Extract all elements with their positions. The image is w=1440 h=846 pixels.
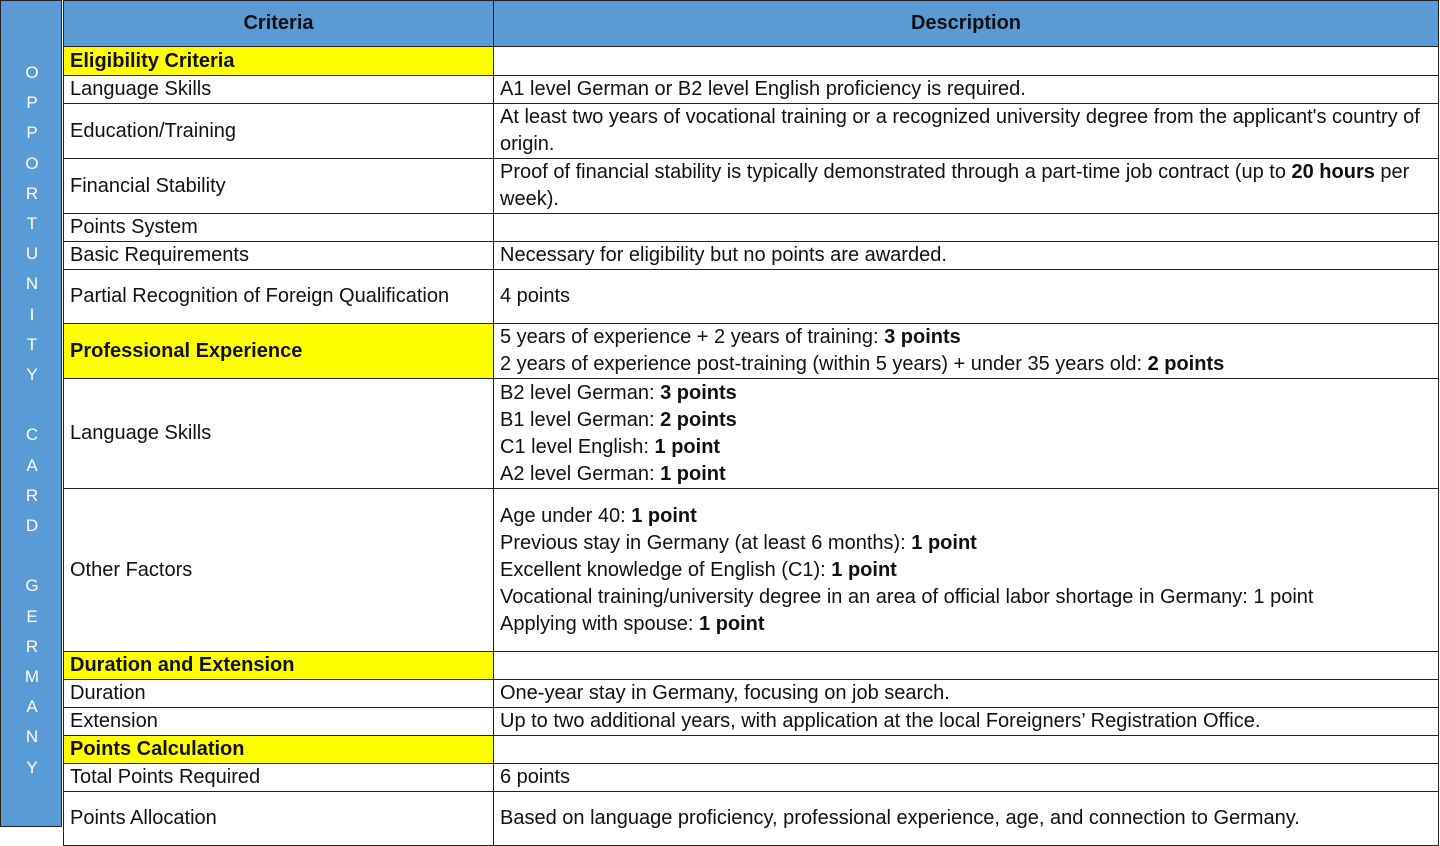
description-cell (494, 489, 1439, 652)
description-line (500, 530, 1432, 557)
points-value: 20 hours (1291, 161, 1375, 183)
description-line (500, 805, 1432, 832)
description-cell (494, 792, 1439, 846)
points-value: 2 points (1147, 353, 1225, 375)
description-line (500, 324, 1432, 351)
points-value: 3 points (660, 381, 737, 404)
description-text: C1 level English: (500, 435, 655, 458)
description-text: Necessary for eligibility but no points are awarded. (500, 244, 947, 266)
description-text: 4 points (500, 285, 571, 307)
criteria-cell: Language Skills (64, 76, 494, 104)
description-line (500, 680, 1432, 707)
table-row (64, 159, 1439, 214)
description-line (500, 351, 1432, 378)
description-cell (494, 159, 1439, 214)
table-row (64, 792, 1439, 846)
criteria-header: Criteria (64, 1, 494, 47)
description-cell (494, 47, 1439, 76)
table-row (64, 652, 1439, 680)
side-label-opportunity-card-germany (0, 0, 62, 827)
table-row (64, 379, 1439, 489)
table-row (64, 680, 1439, 708)
table-row (64, 214, 1439, 242)
criteria-cell: Other Factors (64, 489, 494, 652)
description-line (500, 104, 1432, 158)
description-line (500, 764, 1432, 791)
side-label-letter: E (26, 606, 38, 626)
side-label-letter: T (26, 214, 38, 233)
points-value: 1 point (911, 531, 977, 554)
section-heading-cell: Eligibility Criteria (64, 47, 494, 76)
side-label-letter: O (25, 63, 39, 82)
side-label-letter: A (26, 455, 38, 475)
points-value: 1 point (660, 462, 726, 485)
side-label-letter: Y (26, 365, 38, 384)
description-text: Vocational training/university degree in an area of official labor shortage in Germany: 1 point (500, 585, 1314, 608)
description-text: Excellent knowledge of English (C1): (500, 558, 832, 581)
description-line (500, 708, 1432, 735)
description-cell (494, 324, 1439, 379)
description-text: A2 level German: (500, 462, 661, 485)
description-line (500, 434, 1432, 461)
criteria-cell: Extension (64, 708, 494, 736)
description-text-after: per week). (500, 161, 1410, 210)
criteria-cell: Points Allocation (64, 792, 494, 846)
points-value: 3 points (884, 326, 961, 348)
side-label-letter: P (26, 123, 38, 143)
table-row (64, 104, 1439, 159)
criteria-cell: Points System (64, 214, 494, 242)
description-text: B2 level German: (500, 381, 661, 404)
description-text: Previous stay in Germany (at least 6 months): (500, 531, 912, 554)
description-text: 6 points (500, 766, 571, 788)
description-cell (494, 652, 1439, 680)
side-label-letter: O (25, 153, 39, 173)
side-label-letter: M (24, 667, 40, 686)
side-label-letter: U (25, 244, 39, 264)
description-cell (494, 708, 1439, 736)
description-text: 2 years of experience post-training (within 5 years) + under 35 years old: (500, 353, 1148, 375)
description-cell (494, 104, 1439, 159)
description-line (500, 584, 1432, 611)
description-line (500, 407, 1432, 434)
description-cell (494, 379, 1439, 489)
side-label-letter: G (25, 576, 39, 596)
side-label-letter: D (25, 516, 39, 535)
side-label-letter: T (26, 334, 38, 354)
description-line (500, 611, 1432, 638)
criteria-cell: Language Skills (64, 379, 494, 489)
side-label-letter: N (25, 727, 39, 747)
description-line (500, 380, 1432, 407)
criteria-cell: Partial Recognition of Foreign Qualification (64, 270, 494, 324)
description-cell (494, 680, 1439, 708)
description-line (500, 76, 1432, 103)
table-row (64, 242, 1439, 270)
criteria-cell: Total Points Required (64, 764, 494, 792)
criteria-table (63, 0, 1439, 846)
description-cell (494, 76, 1439, 104)
criteria-cell: Financial Stability (64, 159, 494, 214)
section-heading-cell: Duration and Extension (64, 652, 494, 680)
points-value: 1 point (699, 612, 765, 635)
points-value: 1 point (831, 558, 897, 581)
table-row (64, 489, 1439, 652)
description-text: Proof of financial stability is typically demonstrated through a part-time job contract (up to (500, 161, 1292, 183)
criteria-cell: Duration (64, 680, 494, 708)
description-text: Based on language proficiency, professional experience, age, and connection to Germany. (500, 807, 1300, 829)
description-header: Description (494, 1, 1439, 47)
description-line (500, 461, 1432, 488)
side-label-letter: N (25, 274, 39, 294)
points-value: 2 points (660, 408, 737, 431)
description-text: B1 level German: (500, 408, 661, 431)
description-text: 5 years of experience + 2 years of training: (500, 326, 885, 348)
table-row (64, 324, 1439, 379)
description-cell (494, 764, 1439, 792)
side-label-letter: C (25, 425, 39, 445)
header-row (64, 1, 1439, 47)
section-heading-cell: Points Calculation (64, 736, 494, 764)
table-row (64, 76, 1439, 104)
description-text: Applying with spouse: (500, 612, 700, 635)
table-row (64, 736, 1439, 764)
side-label-letter: Y (26, 757, 38, 777)
table-row (64, 764, 1439, 792)
side-label-letter: I (29, 304, 35, 324)
description-cell (494, 736, 1439, 764)
description-text: Age under 40: (500, 504, 632, 527)
side-label-letter: R (25, 183, 39, 203)
description-line (500, 503, 1432, 530)
description-text: At least two years of vocational training or a recognized university degree from the applicant's country of origin. (500, 106, 1420, 155)
table-row (64, 47, 1439, 76)
description-cell (494, 242, 1439, 270)
table-row (64, 270, 1439, 324)
table-row (64, 708, 1439, 736)
description-cell (494, 214, 1439, 242)
side-label-letter: R (25, 636, 39, 656)
criteria-cell: Basic Requirements (64, 242, 494, 270)
description-line (500, 242, 1432, 269)
description-text: One-year stay in Germany, focusing on job search. (500, 682, 950, 704)
criteria-cell: Education/Training (64, 104, 494, 159)
description-cell (494, 270, 1439, 324)
side-label-letter: R (25, 485, 39, 505)
points-value: 1 point (631, 504, 697, 527)
description-line (500, 557, 1432, 584)
description-text: A1 level German or B2 level English proficiency is required. (500, 78, 1026, 100)
description-text: Up to two additional years, with application at the local Foreigners’ Registration Office. (500, 710, 1261, 732)
description-line (500, 283, 1432, 310)
points-value: 1 point (654, 435, 721, 458)
side-label-letter: A (26, 697, 38, 717)
section-heading-cell: Professional Experience (64, 324, 494, 379)
side-label-letter: P (26, 93, 38, 113)
description-line (500, 159, 1432, 213)
